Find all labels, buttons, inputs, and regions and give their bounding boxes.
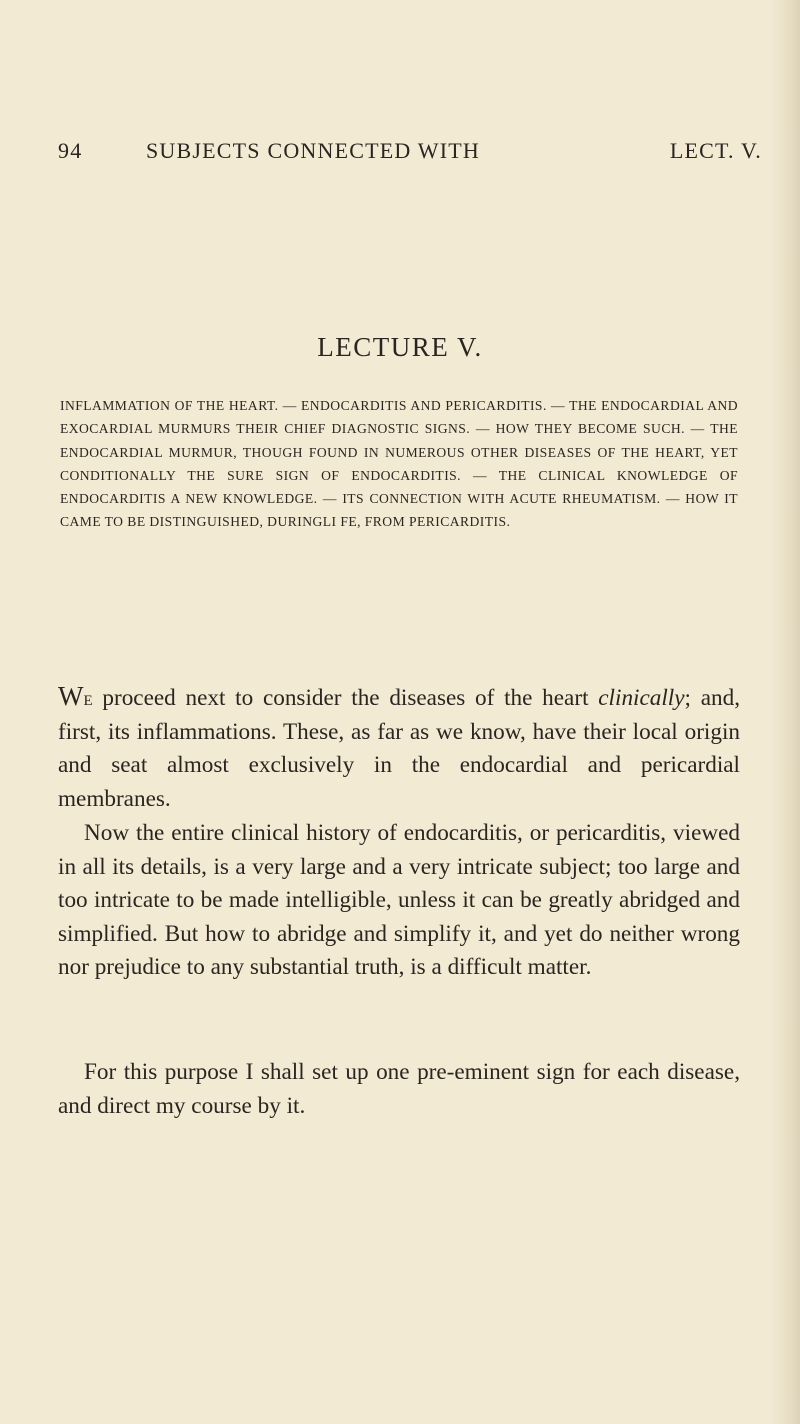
lecture-title: LECTURE V. [317, 332, 483, 362]
page-number: 94 [58, 138, 83, 163]
paragraph-3: For this purpose I shall set up one pre-eminent sign for each disease, and direct my course by it. [58, 1059, 740, 1119]
paragraph-1-emphasis: clinically [598, 685, 685, 711]
paragraph-initial-smallcaps: e [83, 685, 93, 710]
running-head [58, 138, 762, 178]
paragraph-1-text-a: proceed next to consider the diseases of the heart [92, 685, 599, 711]
running-head-title: SUBJECTS CONNECTED WITH [146, 138, 480, 163]
paragraph-1-text-b: ; and, first, its inflammations. These, as far as we know, have their local origin and seat almost exclusively in the endocardial and pericardial membranes. [58, 685, 741, 812]
paragraph-initial: W [58, 681, 84, 711]
lecture-synopsis: INFLAMMATION OF THE HEART. — ENDOCARDITIS AND PERICARDITIS. — THE ENDOCARDIAL AND EXOCARDIAL MURMURS THEIR CHIEF DIAGNOSTIC SIGNS. — HOW THEY BECOME SUCH. — THE ENDOCARDIAL MURMUR, THOUGH FOUND IN NUMEROUS OTHER DISEASES OF THE HEART, YET CONDITIONALLY THE SURE SIGN OF ENDOCARDITIS. — THE CLINICAL KNOWLEDGE OF ENDOCARDITIS A NEW KNOWLEDGE. — ITS CONNECTION WITH ACUTE RHEUMATISM. — HOW IT CAME TO BE DISTINGUISHED, DURINGLI FE, FROM PERICARDITIS. [60, 398, 738, 530]
paragraph-1 [58, 680, 740, 816]
paragraph-2: Now the entire clinical history of endocarditis, or pericarditis, viewed in all its details, is a very large and a very intricate subject; too large and too intricate to be made intelligible, unless it can be greatly abridged and simplified. But how to abridge and simplify it, and yet do neither wrong nor prejudice to any substantial truth, is a difficult matter. [58, 820, 740, 981]
running-head-lecture: LECT. V. [669, 138, 762, 163]
